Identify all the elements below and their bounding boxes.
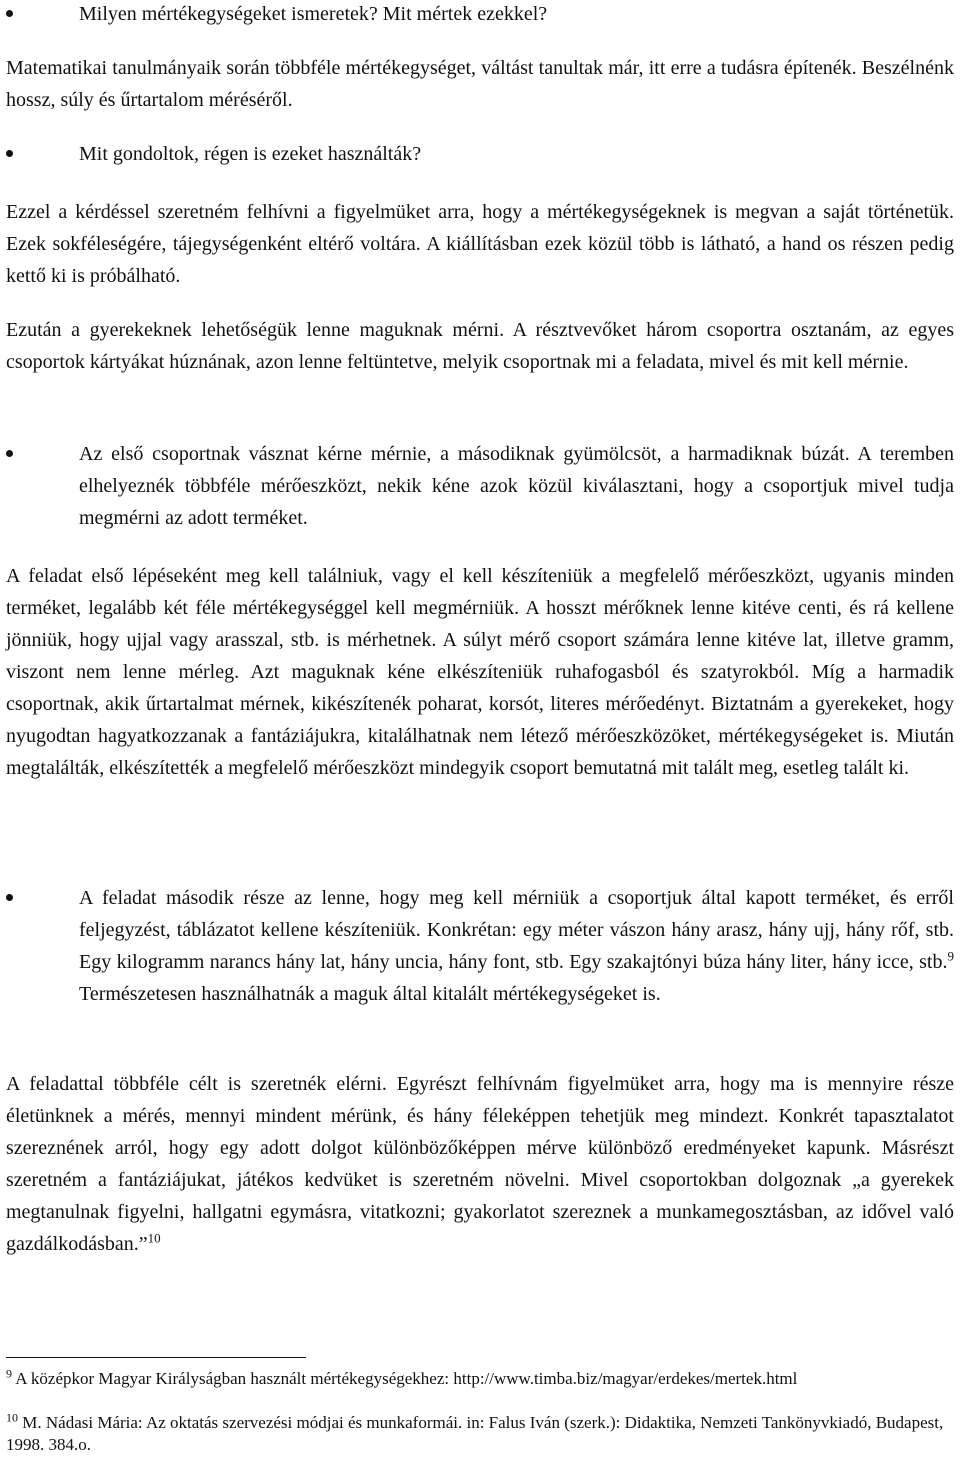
bullet-icon [6, 894, 13, 901]
bullet-text: Mit gondoltok, régen is ezeket használták? [79, 143, 422, 165]
bullet-icon [6, 10, 13, 17]
footnote-ref[interactable]: 9 [947, 948, 954, 964]
footnote-number: 10 [6, 1410, 18, 1425]
bullet-item [6, 138, 954, 170]
bullet-icon [6, 150, 13, 157]
footnote-text: A középkor Magyar Királyságban használt mértékegységekhez: http://www.timba.biz/magyar/erdekes/mertek.html [12, 1369, 798, 1388]
bullet-text [79, 882, 954, 1010]
footnote-text: M. Nádasi Mária: Az oktatás szervezési módjai és munkaformái. in: Falus Iván (szerk.): Didaktika, Nemzeti Tankönyvkiadó, Budapest, 1998. 384.o. [6, 1413, 944, 1454]
footnote-divider [6, 1357, 306, 1358]
bullet-icon [6, 450, 13, 457]
bullet-item [6, 0, 954, 30]
footnote [6, 1412, 954, 1456]
paragraph: Matematikai tanulmányaik során többféle mértékegységet, váltást tanultak már, itt erre a tudásra építenék. Beszélnénk hossz, súly és űrtartalom méréséről. [6, 57, 954, 111]
paragraph [6, 1068, 954, 1260]
bullet-text-part: Természetesen használhatnák a maguk által kitalált mértékegységeket is. [79, 983, 661, 1005]
bullet-text: Milyen mértékegységeket ismeretek? Mit mértek ezekkel? [79, 3, 548, 25]
footnote [6, 1368, 954, 1390]
paragraph: A feladat első lépéseként meg kell találniuk, vagy el kell készíteniük a megfelelő mérőeszközt, ugyanis minden terméket, legalább két féle mértékegységgel kell megmérniük. A hosszt mérőknek lenne kitéve centi, és rá kellene jönniük, hogy ujjal vagy arasszal, stb. is mérhetnek. A súlyt mérő csoport számára lenne kitéve lat, illetve gramm, viszont nem lenne mérleg. Azt maguknak kéne elkészíteniük ruhafogasból és szatyrokból. Míg a harmadik csoportnak, akik űrtartalmat mérnek, kikészítenék poharat, korsót, literes mérőedényt. Biztatnám a gyerekeket, hogy nyugodtan hagyatkozzanak a fantáziájukra, kitalálhatnak nem létező mérőeszközöket, mértékegységeket is. Miután megtalálták, elkészítették a megfelelő mérőeszközt mindegyik csoport bemutatná mit talált meg, esetleg talált ki. [6, 565, 954, 779]
bullet-text: Az első csoportnak vásznat kérne mérnie, a másodiknak gyümölcsöt, a harmadiknak búzát. A teremben elhelyeznék többféle mérőeszközt, nekik kéne azok közül kiválasztani, hogy a csoportjuk mivel tudja megmérni az adott terméket. [79, 443, 954, 529]
bullet-text-part: A feladat második része az lenne, hogy meg kell mérniük a csoportjuk által kapott terméket, és erről feljegyzést, táblázatot kellene készíteniük. Konkrétan: egy méter vászon hány arasz, hány ujj, hány rőf, stb. Egy kilogramm narancs hány lat, hány uncia, hány font, stb. Egy szakajtónyi búza hány liter, hány icce, stb. [79, 887, 954, 973]
footnote-number: 9 [6, 1366, 12, 1381]
footnote-ref[interactable]: 10 [147, 1230, 161, 1246]
bullet-item [6, 438, 954, 534]
paragraph-text: A feladattal többféle célt is szeretnék elérni. Egyrészt felhívnám figyelmüket arra, hogy ma is mennyire része életünknek a mérés, mennyi mindent mérünk, és hány féleképpen tehetjük meg mindezt. Konkrét tapasztalatot szereznének arról, hogy egy adott dolgot különbözőképpen mérve különböző eredményeket kapunk. Másrészt szeretném a fantáziájukat, játékos kedvüket is szeretném növelni. Mivel csoportokban dolgoznak „a gyerekek megtanulnak figyelni, hallgatni egymásra, vitatkozni; gyakorlatot szereznek a munkamegosztásban, az idővel való gazdálkodásban.” [6, 1073, 954, 1255]
bullet-item [6, 882, 954, 1010]
paragraph: Ezután a gyerekeknek lehetőségük lenne maguknak mérni. A résztvevőket három csoportra osztanám, az egyes csoportok kártyákat húznának, azon lenne feltüntetve, melyik csoportnak mi a feladata, mivel és mit kell mérnie. [6, 319, 954, 373]
paragraph: Ezzel a kérdéssel szeretném felhívni a figyelmüket arra, hogy a mértékegységeknek is megvan a saját történetük. Ezek sokféleségére, tájegységenként eltérő voltára. A kiállításban ezek közül több is látható, a hand os részen pedig kettő ki is próbálható. [6, 201, 954, 287]
